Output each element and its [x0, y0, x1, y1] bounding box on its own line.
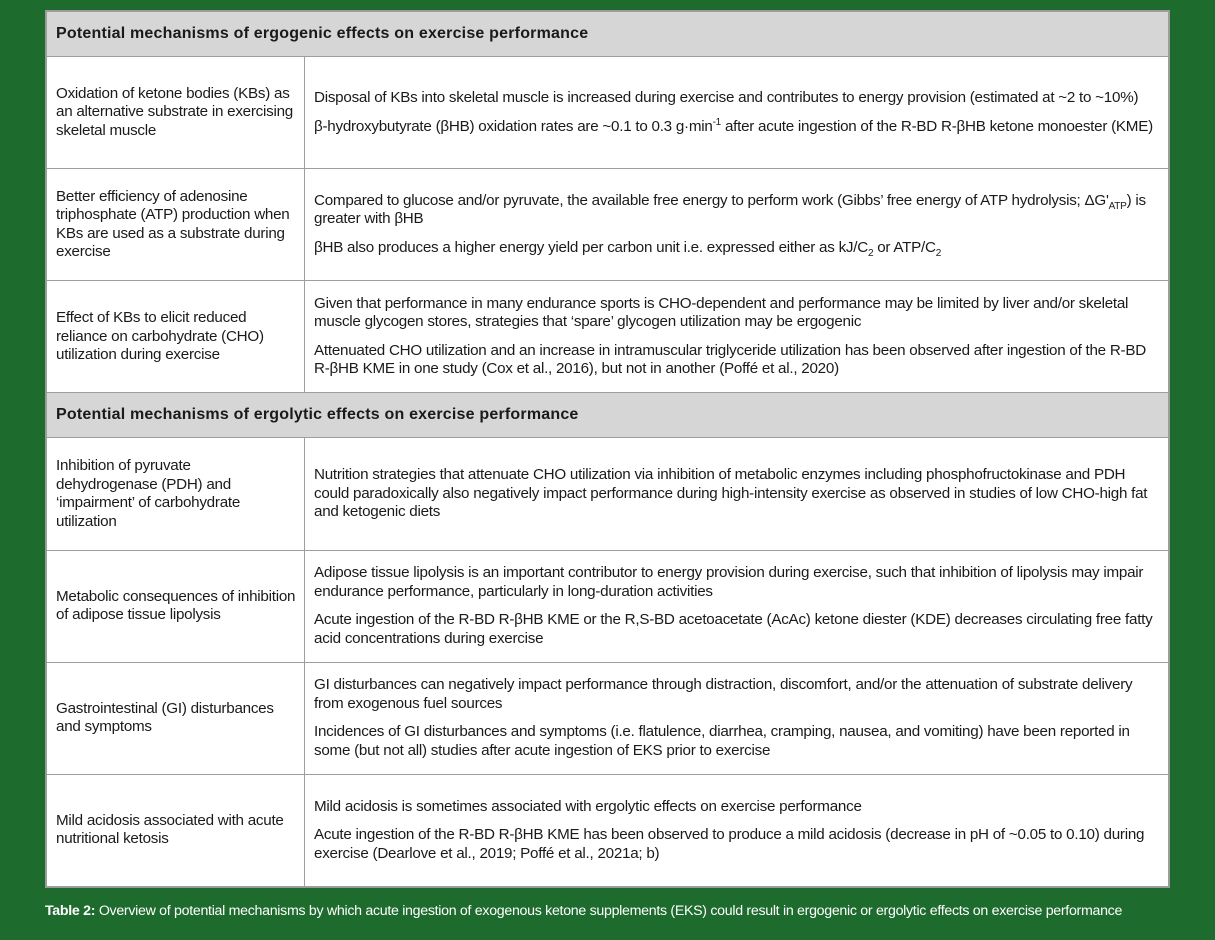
section-title: Potential mechanisms of ergogenic effects on exercise performance [47, 12, 1169, 57]
description-cell [305, 169, 1169, 281]
text-run: β-hydroxybutyrate (βHB) oxidation rates are ~0.1 to 0.3 g·min [314, 117, 713, 135]
description-paragraph: Nutrition strategies that attenuate CHO utilization via inhibition of metabolic enzymes including phosphofructokinase and PDH could paradoxically also negatively impact performance during high-intensity exercise as observed in studies of low CHO-high fat and ketogenic diets [314, 466, 1148, 521]
description-cell [305, 662, 1169, 774]
description-paragraph [314, 239, 1156, 258]
description-cell [305, 550, 1169, 662]
description-cell [305, 57, 1169, 169]
superscript: -1 [712, 116, 721, 128]
description-paragraph [314, 118, 1156, 137]
description-paragraph: Given that performance in many endurance sports is CHO-dependent and performance may be limited by liver and/or skeletal muscle glycogen stores, strategies that ‘spare’ glycogen utilization may be ergogenic [314, 294, 1129, 331]
text-run: Compared to glucose and/or pyruvate, the available free energy to perform work (Gibbs’ free energy of ATP hydrolysis; ΔG' [314, 191, 1109, 209]
description-paragraph: Attenuated CHO utilization and an increase in intramuscular triglyceride utilization has been observed after ingestion of the R-BD R-βHB KME in one study (Cox et al., 2016), but not in another (Poffé et al., 2020) [314, 341, 1146, 378]
description-paragraph: GI disturbances can negatively impact performance through distraction, discomfort, and/or the attenuation of substrate delivery from exogenous fuel sources [314, 676, 1133, 712]
subscript: ATP [1108, 201, 1127, 213]
description-paragraph: Incidences of GI disturbances and symptoms (i.e. flatulence, diarrhea, cramping, nausea, and vomiting) have been reported in some (but not all) studies after acute ingestion of EKS prior to exercise [314, 723, 1130, 759]
description-paragraph: Mild acidosis is sometimes associated with ergolytic effects on exercise performance [314, 797, 862, 815]
subscript: 2 [867, 248, 874, 260]
mechanism-cell: Oxidation of ketone bodies (KBs) as an alternative substrate in exercising skeletal muscle [47, 57, 305, 169]
caption-label: Table 2: [45, 903, 96, 919]
subscript: 2 [935, 248, 942, 260]
mechanism-cell: Mild acidosis associated with acute nutritional ketosis [47, 774, 305, 886]
table-row [47, 169, 1169, 281]
description-paragraph: Acute ingestion of the R-BD R-βHB KME or the R,S-BD acetoacetate (AcAc) ketone diester (KDE) decreases circulating free fatty acid concentrations during exercise [314, 611, 1153, 647]
description-paragraph [314, 192, 1156, 229]
description-cell [305, 281, 1169, 393]
mechanism-cell: Better efficiency of adenosine triphosphate (ATP) production when KBs are used as a substrate during exercise [47, 169, 305, 281]
table-row [47, 281, 1169, 393]
section-header-ergogenic [47, 12, 1169, 57]
text-run: ) is greater with βHB [314, 191, 1146, 228]
description-paragraph: Disposal of KBs into skeletal muscle is increased during exercise and contributes to energy provision (estimated at ~2 to ~10%) [314, 89, 1139, 107]
text-run: or ATP/C [873, 238, 936, 256]
text-run: after acute ingestion of the R-BD R-βHB ketone monoester (KME) [720, 117, 1153, 135]
mechanism-cell: Metabolic consequences of inhibition of adipose tissue lipolysis [47, 550, 305, 662]
table-row [47, 662, 1169, 774]
table-row [47, 774, 1169, 886]
table-row [47, 57, 1169, 169]
description-cell [305, 774, 1169, 886]
description-cell [305, 438, 1169, 550]
description-paragraph: Acute ingestion of the R-BD R-βHB KME has been observed to produce a mild acidosis (decrease in pH of ~0.05 to 0.10) during exercise (Dearlove et al., 2019; Poffé et al., 2021a; b) [314, 826, 1145, 862]
mechanisms-table [45, 10, 1170, 888]
mechanism-cell: Effect of KBs to elicit reduced reliance on carbohydrate (CHO) utilization during exercise [47, 281, 305, 393]
mechanism-cell: Inhibition of pyruvate dehydrogenase (PDH) and ‘impairment’ of carbohydrate utilization [47, 438, 305, 550]
table-caption [45, 903, 1185, 919]
table-row [47, 550, 1169, 662]
text-run: βHB also produces a higher energy yield per carbon unit i.e. expressed either as kJ/C [314, 238, 868, 256]
section-title: Potential mechanisms of ergolytic effects on exercise performance [47, 393, 1169, 438]
table-row [47, 438, 1169, 550]
description-paragraph: Adipose tissue lipolysis is an important contributor to energy provision during exercise, such that inhibition of lipolysis may impair endurance performance, particularly in long-duration activities [314, 564, 1144, 600]
mechanism-cell: Gastrointestinal (GI) disturbances and symptoms [47, 662, 305, 774]
caption-text: Overview of potential mechanisms by which acute ingestion of exogenous ketone supplements (EKS) could result in ergogenic or ergolytic effects on exercise performance [95, 903, 1123, 919]
section-header-ergolytic [47, 393, 1169, 438]
